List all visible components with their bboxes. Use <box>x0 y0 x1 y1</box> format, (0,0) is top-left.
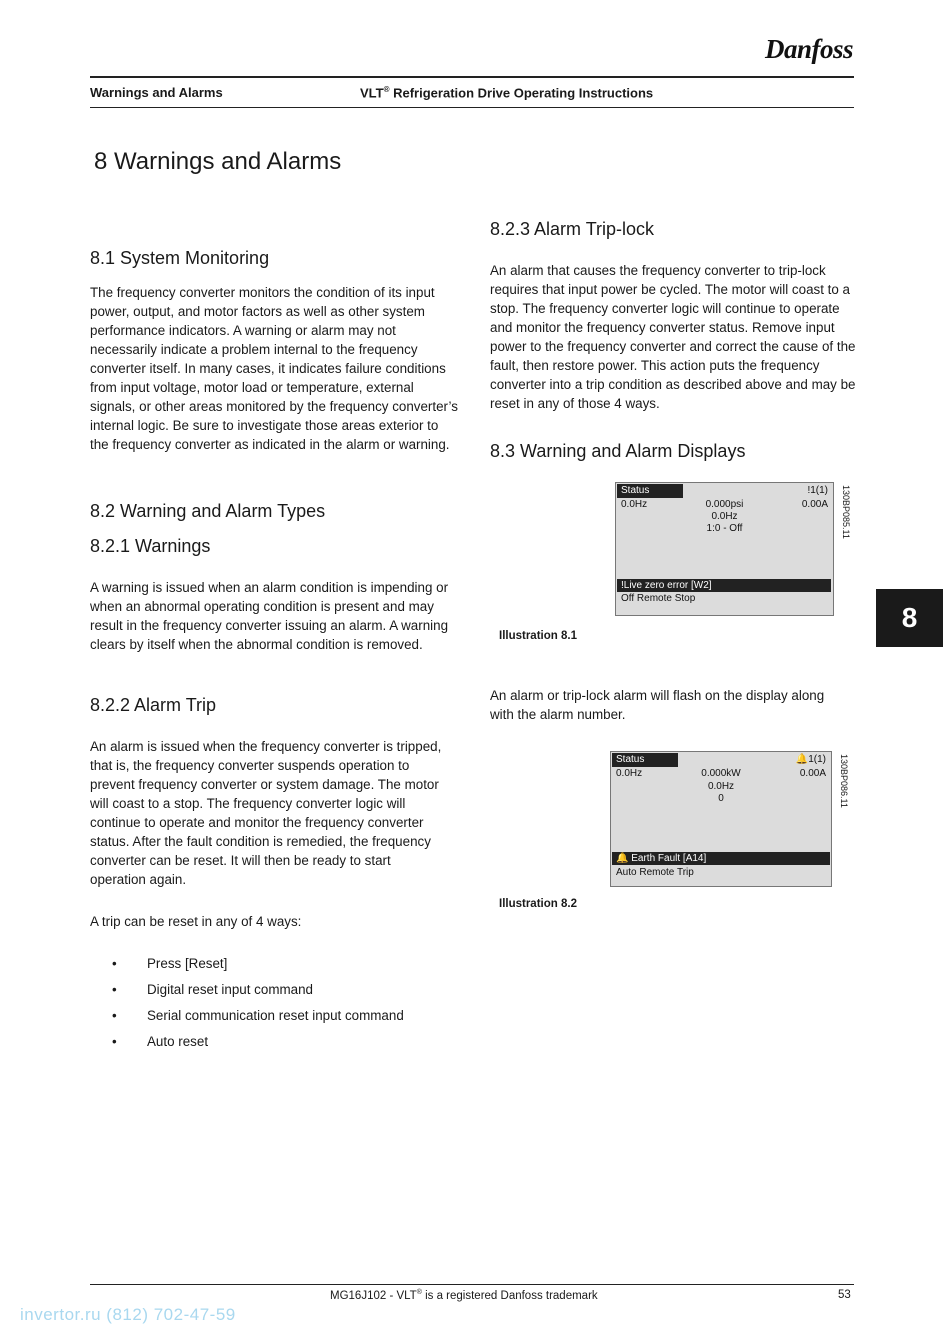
bullet: • <box>112 982 117 997</box>
header-rule-top <box>90 76 854 78</box>
list-item-text: Auto reset <box>147 1034 209 1049</box>
heading-8-2-2: 8.2.2 Alarm Trip <box>90 695 217 715</box>
bullet: • <box>112 1034 117 1049</box>
center-value-1: 0.000psi <box>705 499 744 510</box>
footer-doc-pre: MG16J102 - VLT <box>330 1289 417 1302</box>
header-title-sup: ® <box>383 85 390 94</box>
caption-8-2: Illustration 8.2 <box>499 898 577 910</box>
bullet: • <box>112 1008 117 1023</box>
alarm-message-text: Earth Fault [A14] <box>631 853 707 864</box>
header-title-post: Refrigeration Drive Operating Instructions <box>389 85 654 101</box>
drive-state: Auto Remote Trip <box>616 867 694 878</box>
list-item <box>90 1006 470 1025</box>
illustration-id-2: 130BP086.11 <box>839 754 849 808</box>
alarm-message <box>612 852 830 865</box>
status-label: Status <box>612 753 678 767</box>
left-value: 0.0Hz <box>616 768 643 779</box>
chapter-tab: 8 <box>876 589 943 647</box>
list-item <box>90 1032 470 1051</box>
heading-8-1: 8.1 System Monitoring <box>90 248 270 268</box>
chapter-title: 8 Warnings and Alarms <box>94 148 342 175</box>
left-value: 0.0Hz <box>621 499 648 510</box>
heading-8-3: 8.3 Warning and Alarm Displays <box>490 441 746 461</box>
illustration-id-1: 130BP085.11 <box>841 485 851 539</box>
list-item-text: Serial communication reset input command <box>147 1008 404 1023</box>
reset-methods-list <box>90 954 470 1058</box>
status-label: Status <box>617 484 683 498</box>
bell-icon: 🔔 <box>795 754 809 765</box>
header-title <box>360 85 653 100</box>
body-8-2-1: A warning is issued when an alarm condition is impending or when an abnormal operating condition is present and may result in the frequency converter issuing an alarm. A warning clears by itself when the abnormal condition is removed. <box>90 580 449 652</box>
heading-8-2: 8.2 Warning and Alarm Types <box>90 501 326 521</box>
list-item <box>90 980 470 999</box>
alarm-indicator <box>796 754 826 765</box>
body-8-2-2: An alarm is issued when the frequency converter is tripped, that is, the frequency converter suspends operation to prevent frequency converter or system damage. The motor will coast to a stop. The frequency converter logic will continue to operate and monitor the frequency converter status. After the fault condition is remedied, the frequency converter can be reset. It will then be ready to start operation again. <box>90 739 442 887</box>
drive-state: Off Remote Stop <box>621 593 696 604</box>
center-value-2: 0.0Hz <box>707 781 735 792</box>
body-8-1: The frequency converter monitors the condition of its input power, output, and motor factors as well as other system performance indicators. A warning or alarm may not necessarily indicate a problem internal to the frequency converter itself. In many cases, it indicates failure conditions from input voltage, motor load or temperature, external signals, or other areas monitored by the frequency converter’s internal logic. Be sure to investigate those areas exterior to the frequency converter as indicated in the alarm or warning. <box>90 285 458 452</box>
heading-8-2-1: 8.2.1 Warnings <box>90 536 211 556</box>
alarm-indicator-text: 1(1) <box>808 754 826 765</box>
caption-8-1: Illustration 8.1 <box>499 630 577 642</box>
heading-8-2-3: 8.2.3 Alarm Trip-lock <box>490 219 655 239</box>
warning-indicator: !1(1) <box>807 485 828 496</box>
footer-doc-sup: ® <box>416 1289 422 1296</box>
right-value: 0.00A <box>799 768 826 779</box>
body-8-2-3: An alarm that causes the frequency converter to trip-lock requires that input power be cycled. The motor will coast to a stop. The frequency converter logic will continue to operate and monitor the frequency converter status. Remove input power to the frequency converter and correct the cause of the fault, then restore power. This action puts the frequency converter into a trip condition as described above and may be reset in any of those 4 ways. <box>490 263 856 411</box>
footer-doc-post: is a registered Danfoss trademark <box>421 1289 598 1302</box>
bullet: • <box>112 956 117 971</box>
lcp-display-alarm <box>610 751 832 887</box>
right-value: 0.00A <box>801 499 828 510</box>
footer-doc <box>330 1289 598 1302</box>
list-item <box>90 954 470 973</box>
danfoss-logo: Danfoss <box>765 34 854 64</box>
footer-rule <box>90 1284 854 1285</box>
list-item-text: Digital reset input command <box>147 982 313 997</box>
header-rule-bottom <box>90 107 854 108</box>
reset-intro: A trip can be reset in any of 4 ways: <box>90 914 302 929</box>
center-value-3: 0 <box>718 793 724 804</box>
watermark: invertor.ru (812) 702-47-59 <box>20 1305 236 1324</box>
page-number: 53 <box>838 1289 851 1301</box>
center-value-1: 0.000kW <box>701 768 741 779</box>
center-value-2: 0.0Hz <box>711 511 738 522</box>
warning-message: !Live zero error [W2] <box>617 579 831 592</box>
bell-icon: 🔔 <box>616 853 629 864</box>
lcp-display-warning <box>615 482 834 616</box>
displays-text: An alarm or trip-lock alarm will flash on the display along with the alarm number. <box>490 688 825 722</box>
center-value-3: 1:0 - Off <box>706 523 743 534</box>
header-title-pre: VLT <box>360 85 384 101</box>
header-section: Warnings and Alarms <box>90 85 223 100</box>
list-item-text: Press [Reset] <box>147 956 228 971</box>
